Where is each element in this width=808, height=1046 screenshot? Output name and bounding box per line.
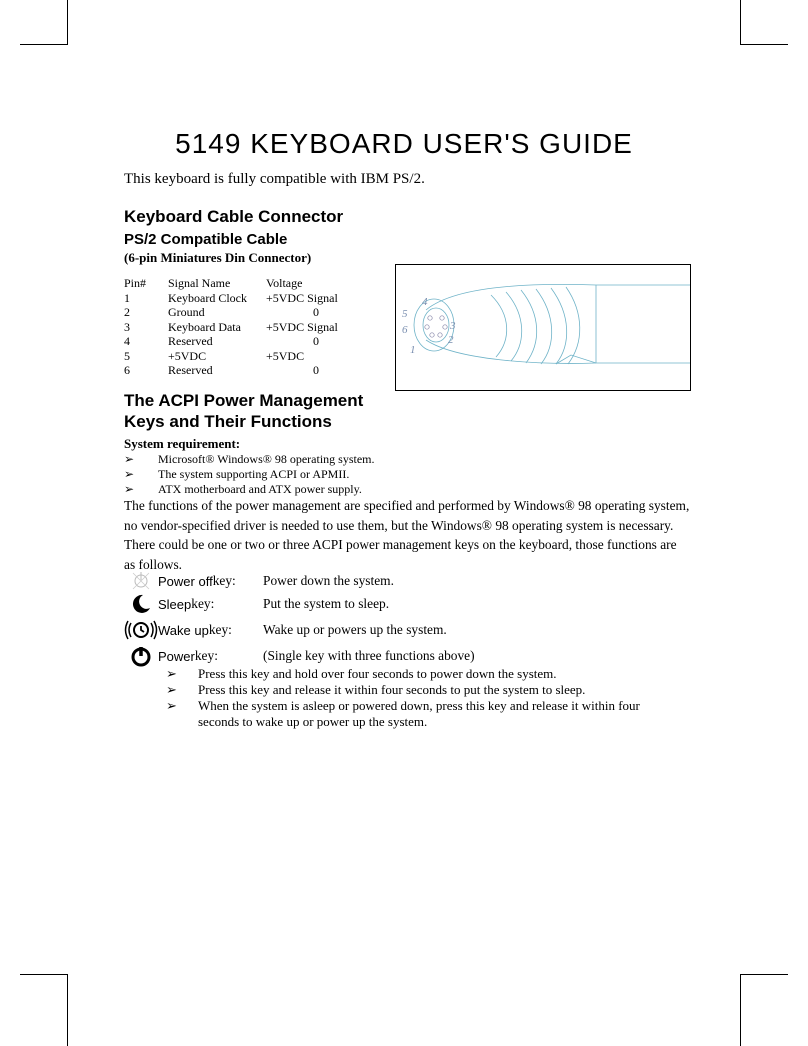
list-item-continuation [166, 714, 640, 730]
list-item [124, 482, 375, 497]
sleep-moon-icon [124, 592, 158, 616]
functions-paragraph: The functions of the power management are specified and performed by Windows® 98 operating system, no vendor-specified driver is needed to use them, but the Windows® 98 operating system is necessary. There could be one or two or three ACPI power management keys on the keyboard, those functions are as follows. [124, 498, 690, 572]
signal-name: Keyboard Clock [168, 290, 247, 305]
key-row-sleep [124, 593, 390, 615]
key-suffix: key: [208, 622, 232, 637]
requirements-list [124, 452, 375, 497]
key-name: Wake up [158, 622, 209, 638]
bullet-text: When the system is asleep or powered down, press this key and release it within four [198, 698, 640, 713]
pin-number: 5 [124, 348, 130, 363]
page-title: 5149 KEYBOARD USER'S GUIDE [175, 128, 633, 159]
list-item [166, 682, 640, 698]
power-key-bullets [166, 666, 640, 730]
key-description: Put the system to sleep. [263, 596, 390, 611]
pin-label: 1 [410, 344, 416, 356]
voltage: +5VDC [266, 348, 305, 363]
bullet-arrow-icon: ➢ [166, 666, 177, 681]
list-item [124, 467, 375, 482]
header-signal: Signal Name [168, 276, 231, 290]
pin-label: 4 [422, 296, 428, 308]
pin-number: 6 [124, 363, 130, 377]
key-name: Power [158, 648, 195, 664]
subheading-ps2: PS/2 Compatible Cable [124, 231, 288, 248]
section-heading-acpi-line2: Keys and Their Functions [124, 412, 332, 431]
pin-number: 4 [124, 334, 130, 348]
bullet-arrow-icon: ➢ [124, 467, 135, 481]
table-row [124, 349, 366, 364]
key-suffix: key: [212, 573, 236, 588]
pin-label: 3 [450, 320, 456, 332]
pin-label: 2 [448, 334, 454, 346]
crop-mark-top-right-v [740, 0, 741, 45]
connector-note: (6-pin Miniatures Din Connector) [124, 250, 312, 265]
signal-name: Reserved [168, 363, 213, 377]
pin-label: 6 [402, 324, 408, 336]
crop-mark-bottom-right-v [740, 974, 741, 1046]
crop-mark-bottom-left-h [20, 974, 68, 975]
list-item [166, 698, 640, 714]
intro-text: This keyboard is fully compatible with IBM PS/2. [124, 171, 425, 187]
pin-table [124, 276, 366, 378]
signal-name: Reserved [168, 334, 213, 348]
pin-table-header [124, 276, 366, 291]
table-row [124, 320, 366, 335]
bullet-text: Press this key and release it within four seconds to put the system to sleep. [198, 682, 586, 697]
list-item [124, 452, 375, 467]
signal-name: Ground [168, 305, 205, 319]
pin-label: 5 [402, 308, 408, 320]
key-name: Sleep [158, 596, 192, 612]
key-description: Wake up or powers up the system. [263, 622, 447, 637]
bullet-text: Press this key and hold over four seconds to power down the system. [198, 666, 557, 681]
table-row [124, 305, 366, 320]
signal-name: +5VDC [168, 348, 207, 363]
crop-mark-top-left-h [20, 44, 68, 45]
crop-mark-bottom-right-h [740, 974, 788, 975]
pin-number: 1 [124, 290, 130, 305]
table-row [124, 291, 366, 306]
power-off-icon [124, 569, 158, 593]
crop-mark-top-right-h [740, 44, 788, 45]
requirement-text: The system supporting ACPI or APMII. [158, 467, 350, 481]
voltage: +5VDC Signal [266, 319, 338, 334]
key-description: Power down the system. [263, 573, 394, 588]
header-voltage: Voltage [266, 276, 303, 290]
table-row [124, 363, 366, 378]
bullet-arrow-icon: ➢ [166, 682, 177, 697]
key-suffix: key: [191, 596, 215, 611]
requirement-text: ATX motherboard and ATX power supply. [158, 482, 362, 496]
voltage: +5VDC Signal [266, 290, 338, 305]
ps2-connector-figure [395, 264, 691, 391]
bullet-arrow-icon: ➢ [124, 482, 135, 496]
key-description: (Single key with three functions above) [263, 648, 475, 663]
ps2-plug-drawing [396, 265, 690, 390]
power-icon [124, 644, 158, 668]
key-row-power-off [124, 570, 394, 592]
signal-name: Keyboard Data [168, 319, 241, 334]
table-row [124, 334, 366, 349]
list-item [166, 666, 640, 682]
bullet-text: seconds to wake up or power up the system. [198, 714, 428, 729]
crop-mark-bottom-left-v [67, 974, 68, 1046]
header-pin: Pin# [124, 276, 147, 290]
key-name: Power off [158, 573, 213, 589]
requirement-text: Microsoft® Windows® 98 operating system. [158, 452, 375, 466]
crop-mark-top-left-v [67, 0, 68, 45]
pin-number: 2 [124, 305, 130, 319]
voltage: 0 [313, 305, 319, 319]
voltage: 0 [313, 363, 319, 377]
system-requirement-heading: System requirement: [124, 436, 241, 451]
pin-number: 3 [124, 319, 130, 334]
key-suffix: key: [194, 648, 218, 663]
bullet-arrow-icon: ➢ [124, 452, 135, 466]
voltage: 0 [313, 334, 319, 348]
section-heading-cable: Keyboard Cable Connector [124, 207, 344, 226]
key-row-power [124, 645, 475, 667]
bullet-arrow-icon: ➢ [166, 698, 177, 713]
section-heading-acpi-line1: The ACPI Power Management [124, 391, 364, 410]
wake-up-alarm-icon [124, 618, 158, 642]
key-row-wake-up [124, 619, 447, 641]
